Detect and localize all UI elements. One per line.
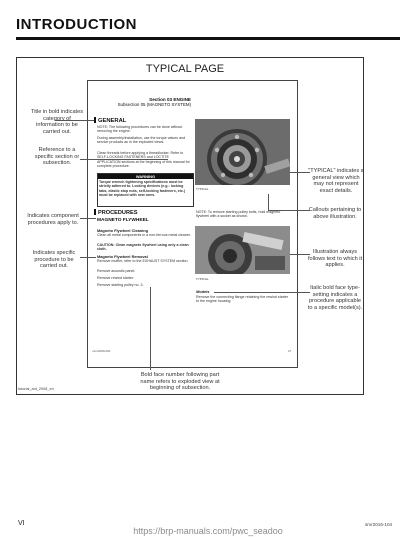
sample-removal-step: Remove starting pulley no. 3. bbox=[97, 283, 144, 287]
leader-line bbox=[268, 192, 269, 210]
sample-footer-page: 27 bbox=[288, 349, 292, 353]
sample-removal-step: Remove muffler, refer to the EXHAUST SYSTEM section. bbox=[97, 259, 189, 263]
figure-title: TYPICAL PAGE bbox=[145, 63, 225, 75]
leader-line bbox=[55, 120, 95, 121]
page-title: INTRODUCTION bbox=[16, 16, 137, 33]
callout-bold-number: Bold face number following part name refers to exploded view at beginning of subsection. bbox=[140, 372, 220, 392]
callout-component: Indicates component procedures apply to. bbox=[27, 213, 79, 226]
sample-removal-step: Remove acoustic panel. bbox=[97, 269, 136, 273]
sample-general-text: During assembly/installation, use the torque values and service products as in the exploded views. bbox=[97, 136, 186, 145]
figure-id: tutorial_ant_2008_en bbox=[18, 387, 54, 391]
photo1-label: TYPICAL bbox=[196, 187, 209, 191]
callout-typical: "TYPICAL" indicates a general view which may not represent exact details. bbox=[308, 168, 364, 194]
warning-text: Torque wrench tightening specifications must be strictly adhered to. Locking devices (e.g.: locking tabs, elastic stop nuts, self-locking fasteners, etc.) must be replaced with new ones. bbox=[99, 180, 186, 198]
document-code: smr2016-104 bbox=[365, 522, 393, 527]
callout-illustration-follows: Illustration always follows text to which it applies. bbox=[307, 249, 363, 269]
sample-removal-step: Remove rewind starter. bbox=[97, 276, 134, 280]
sample-procedures-heading: PROCEDURES bbox=[94, 209, 137, 216]
sample-right-note: NOTE: To remove starting pulley bolts, hold magneto flywheel with a socket as shown. bbox=[196, 210, 281, 219]
sample-section-header: Section 03 ENGINE Subsection 05 (MAGNETO SYSTEM) bbox=[117, 97, 191, 108]
sample-general-text: Clean threads before applying a threadlocker. Refer to SELF-LOCKING FASTENERS and LOCTITE APPLICATION sections at the beginning of this manual for complete procedure. bbox=[97, 151, 190, 169]
leader-line bbox=[290, 254, 310, 255]
sample-removal-heading: Magneto Flywheel Removal bbox=[97, 254, 148, 259]
sample-cleaning-heading: Magneto Flywheel Cleaning bbox=[97, 228, 149, 233]
tool-photo bbox=[195, 226, 290, 281]
callout-title-bold: Title in bold indicates category of information to be carried out. bbox=[30, 109, 84, 135]
page-number: VI bbox=[18, 520, 25, 527]
sample-cleaning-text: Clean all metal components in a non-ferrous metal cleaner. bbox=[97, 233, 191, 237]
sample-models-text: Remove the connecting flange retaining the rewind starter to the engine housing. bbox=[196, 295, 289, 304]
flywheel-photo bbox=[195, 119, 290, 194]
sample-models-heading: Models bbox=[196, 289, 210, 294]
sample-footer-code: mmr2009-001 bbox=[92, 349, 111, 353]
warning-label: WARNING bbox=[98, 174, 193, 179]
sample-general-heading: GENERAL bbox=[94, 117, 126, 124]
sample-warning-box bbox=[97, 173, 194, 207]
callout-reference-section: Reference to a specific section or subsection. bbox=[34, 147, 80, 167]
callout-pertaining: Callouts pertaining to above illustration. bbox=[308, 207, 362, 220]
sample-component-heading: MAGNETO FLYWHEEL bbox=[97, 218, 149, 223]
callout-italic-bold: Italic bold face type-setting indicates a procedure applicable to a specific model(s). bbox=[307, 285, 363, 311]
photo2-label: TYPICAL bbox=[196, 277, 209, 281]
leader-line bbox=[80, 257, 96, 258]
title-rule bbox=[16, 37, 400, 40]
sample-general-note: NOTE: The following procedures can be done without removing the engine. bbox=[97, 125, 183, 134]
callout-specific-procedure: Indicates specific procedure to be carried out. bbox=[32, 250, 76, 270]
watermark-url: https://brp-manuals.com/pwc_seadoo bbox=[133, 526, 283, 536]
leader-line bbox=[150, 287, 151, 370]
leader-line bbox=[80, 218, 96, 219]
sample-caution-text: CAUTION: Clean magneto flywheel using only a clean cloth. bbox=[97, 243, 189, 252]
leader-line bbox=[214, 292, 310, 293]
